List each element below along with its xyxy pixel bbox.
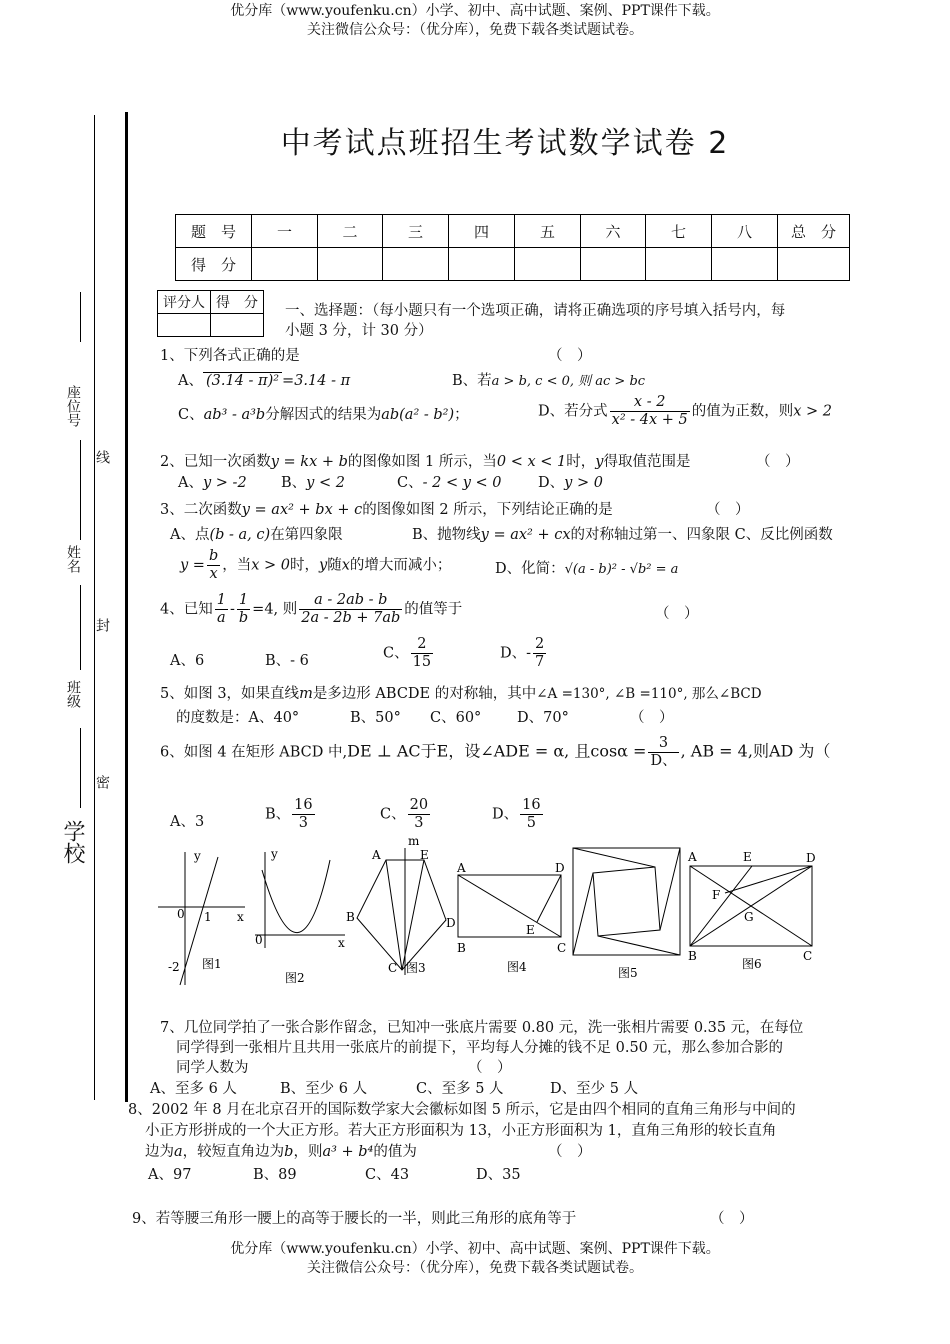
fig6-label-b: B bbox=[688, 949, 697, 963]
q5-option-d: D、70° bbox=[517, 710, 569, 726]
fig3-caption: 图3 bbox=[406, 961, 426, 975]
q4-fraction-1: $\frac{1}{a}$ bbox=[216, 592, 226, 626]
fig1-label-o: 0 bbox=[177, 907, 185, 921]
fig1-label-x: x bbox=[237, 910, 244, 924]
fig5-inner-square bbox=[593, 867, 660, 936]
fig4-label-a: A bbox=[457, 861, 466, 875]
fig2-label-o: 0 bbox=[255, 933, 263, 947]
q6-d-fraction: $\frac{16}{5}$ bbox=[522, 797, 541, 831]
q7-answer-paren[interactable]: （ ） bbox=[468, 1060, 512, 1076]
fig3-label-d: D bbox=[446, 916, 456, 930]
q5-option-c: C、60° bbox=[430, 710, 482, 726]
figure-4 bbox=[456, 861, 566, 974]
figure-2 bbox=[255, 847, 345, 985]
score-header-cell: 二 bbox=[318, 215, 383, 248]
secret-label: 密 bbox=[94, 775, 110, 789]
q3-answer-paren[interactable]: （ ） bbox=[706, 502, 750, 518]
footer-line-2: 关注微信公众号：（优分库），免费下载各类试题试卷。 bbox=[307, 1260, 643, 1276]
fig4-label-b: B bbox=[457, 941, 466, 955]
q4-option-b: B、- 6 bbox=[265, 653, 309, 669]
q4-fraction-3: $\frac{a - 2ab - b}{2a - 2b + 7ab}$ bbox=[301, 592, 401, 626]
q3-stem: 3、二次函数y = ax² + bx + c的图像如图 2 所示，下列结论正确的是 bbox=[160, 502, 613, 518]
score-header-cell: 三 bbox=[383, 215, 449, 248]
q3-option-c: y = $\frac{b}{x}$ ，当x > 0时，y随x的增大而减小； bbox=[180, 548, 452, 582]
q7-option-d: D、至少 5 人 bbox=[550, 1081, 639, 1097]
fig1-label-m2: -2 bbox=[168, 960, 180, 974]
fig6-label-e: E bbox=[743, 850, 752, 864]
figure-1 bbox=[158, 849, 245, 985]
fig3-label-b: B bbox=[346, 910, 355, 924]
q1-option-c: C、ab³ - a³b分解因式的结果为ab(a² - b²)； bbox=[178, 407, 469, 423]
fig6-label-f: F bbox=[712, 888, 721, 902]
q1-d-fraction: $\frac{x - 2}{\text{x² - 4x + 5}}$ bbox=[611, 394, 688, 428]
fig2-parabola bbox=[262, 860, 330, 933]
fig5-leg-4 bbox=[573, 873, 593, 955]
q6-option-a: A、3 bbox=[170, 814, 205, 830]
q8-line-1: 8、2002 年 8 月在北京召开的国际数学家大会徽标如图 5 所示，它是由四个相同的直角三角形与中间的 bbox=[128, 1102, 796, 1118]
q7-option-b: B、至少 6 人 bbox=[280, 1081, 368, 1097]
fig2-caption: 图2 bbox=[285, 971, 305, 985]
q2-answer-paren[interactable]: （ ） bbox=[756, 454, 800, 470]
score-header-cell: 四 bbox=[449, 215, 515, 248]
fig1-label-1: 1 bbox=[204, 910, 212, 924]
section-1-instructions-2: 小题 3 分，计 30 分） bbox=[285, 323, 433, 339]
q2-option-d: D、y > 0 bbox=[538, 475, 603, 491]
grader-score-label: 得 分 bbox=[211, 291, 264, 314]
fig6-label-g: G bbox=[744, 910, 754, 924]
fig2-label-y: y bbox=[271, 847, 278, 861]
school-label: 学校 bbox=[60, 820, 85, 864]
fig6-label-d: D bbox=[806, 851, 816, 865]
q5-options: 的度数是：A、40° bbox=[176, 710, 300, 726]
class-label: 班级 bbox=[65, 680, 81, 708]
score-header-cell: 题 号 bbox=[176, 215, 252, 248]
seal-label: 封 bbox=[94, 618, 110, 632]
fig3-label-c: C bbox=[388, 961, 398, 975]
q4-option-c: C、 $\frac{2}{15}$ bbox=[383, 636, 432, 670]
q5-stem: 5、如图 3，如果直线m是多边形 ABCDE 的对称轴，其中∠A =130°, ∠B =110°, 那么∠BCD bbox=[160, 686, 762, 702]
q4-c-fraction: $\frac{2}{15}$ bbox=[412, 636, 432, 670]
q4-option-d: D、- $\frac{2}{7}$ bbox=[500, 636, 545, 670]
q8-option-a: A、97 bbox=[148, 1167, 192, 1183]
q4-fraction-2: $\frac{1}{b}$ bbox=[238, 592, 249, 626]
q4-option-a: A、6 bbox=[170, 653, 205, 669]
fig4-caption: 图4 bbox=[507, 960, 527, 974]
q6-cos-fraction: $\frac{3}{D、}$ bbox=[650, 735, 677, 769]
fig6-caption: 图6 bbox=[742, 957, 762, 971]
q8-line-3: 边为a，较短直角边为b，则a³ + b⁴的值为 bbox=[145, 1144, 417, 1160]
fig4-label-d: D bbox=[555, 861, 565, 875]
score-row-label: 得 分 bbox=[176, 248, 252, 281]
q7-line-1: 7、几位同学拍了一张合影作留念，已知冲一张底片需要 0.80 元，洗一张相片需要 0.35 元，在每位 bbox=[160, 1020, 804, 1036]
fig1-caption: 图1 bbox=[202, 957, 222, 971]
q4-stem: 4、已知 $\frac{1}{a}$ - $\frac{1}{b}$ =4, 则 $\frac{a - 2ab - b}{2a - 2b + 7ab}$ 的值等于 bbox=[160, 592, 463, 626]
score-header-cell: 六 bbox=[581, 215, 646, 248]
score-header-cell: 八 bbox=[712, 215, 778, 248]
q5-answer-paren[interactable]: （ ） bbox=[630, 710, 674, 726]
q3-option-b: B、抛物线y = ax² + cx的对称轴过第一、四象限 C、反比例函数 bbox=[412, 527, 833, 543]
q9-stem: 9、若等腰三角形一腰上的高等于腰长的一半，则此三角形的底角等于 bbox=[132, 1211, 577, 1227]
fig4-label-c: C bbox=[557, 941, 567, 955]
fig5-leg-1 bbox=[573, 848, 655, 867]
q3-c-fraction: $\frac{b}{x}$ bbox=[208, 548, 219, 582]
q1-option-b: B、若a > b, c < 0, 则 ac > bc bbox=[452, 373, 646, 389]
fig5-leg-3 bbox=[598, 936, 680, 955]
q6-c-fraction: $\frac{20}{3}$ bbox=[409, 797, 429, 831]
q2-option-c: C、- 2 < y < 0 bbox=[397, 475, 502, 491]
section-1-instructions: 一、选择题：（每小题只有一个选项正确，请将正确选项的序号填入括号内，每 bbox=[285, 303, 786, 319]
fig2-label-x: x bbox=[338, 936, 345, 950]
header-line-1: 优分库（www.youfenku.cn）小学、初中、高中试题、案例、PPT课件下载。 bbox=[230, 3, 720, 19]
q8-option-c: C、43 bbox=[365, 1167, 410, 1183]
fig3-label-a: A bbox=[372, 848, 381, 862]
q7-line-3: 同学人数为 bbox=[176, 1060, 249, 1076]
score-header-cell: 总 分 bbox=[778, 215, 850, 248]
q6-option-c: C、 $\frac{20}{3}$ bbox=[380, 797, 429, 831]
fig6-fd bbox=[725, 866, 812, 893]
figure-6 bbox=[687, 850, 816, 971]
q7-line-2: 同学得到一张相片且共用一张底片的前提下，平均每人分摊的钱不足 0.50 元，那么参加合影的 bbox=[176, 1040, 783, 1056]
q9-answer-paren[interactable]: （ ） bbox=[710, 1211, 754, 1227]
fig6-label-c: C bbox=[803, 949, 813, 963]
header-line-2: 关注微信公众号：（优分库），免费下载各类试题试卷。 bbox=[307, 22, 643, 38]
q6-b-fraction: $\frac{16}{3}$ bbox=[294, 797, 313, 831]
q1-option-a: A、 (3.14 - π)² =3.14 - π bbox=[178, 373, 351, 389]
fig3-diag-1 bbox=[386, 860, 402, 970]
q7-option-a: A、至多 6 人 bbox=[150, 1081, 237, 1097]
q2-option-b: B、y < 2 bbox=[281, 475, 345, 491]
q1-answer-paren[interactable]: （ ） bbox=[548, 348, 592, 364]
q8-option-d: D、35 bbox=[476, 1167, 521, 1183]
fig5-outer-square bbox=[573, 848, 680, 955]
q3-option-a: A、点(b - a, c)在第四象限 bbox=[170, 527, 343, 543]
q2-stem: 2、已知一次函数y = kx + b的图像如图 1 所示，当0 < x < 1时，y得取值范围是 bbox=[160, 454, 691, 470]
q6-option-b: B、 $\frac{16}{3}$ bbox=[265, 797, 313, 831]
footer-line-1: 优分库（www.youfenku.cn）小学、初中、高中试题、案例、PPT课件下载。 bbox=[230, 1241, 720, 1257]
figure-5 bbox=[573, 848, 680, 980]
grader-label: 评分人 bbox=[158, 291, 211, 314]
q1-option-d: D、若分式 $\frac{x - 2}{\text{x² - 4x + 5}}$ 的值为正数，则x > 2 bbox=[538, 394, 833, 428]
score-header-cell: 一 bbox=[252, 215, 318, 248]
seat-number-label: 座位号 bbox=[65, 385, 81, 427]
fig4-de bbox=[537, 875, 561, 922]
fig5-caption: 图5 bbox=[618, 966, 638, 980]
page-title: 中考试点班招生考试数学试卷 2 bbox=[280, 126, 730, 161]
fig4-label-e: E bbox=[526, 923, 535, 937]
q6-option-d: D、 $\frac{16}{5}$ bbox=[492, 797, 541, 831]
q5-option-b: B、50° bbox=[350, 710, 401, 726]
fig3-label-m: m bbox=[408, 834, 420, 848]
fig3-label-e: E bbox=[420, 848, 429, 862]
q2-option-a: A、y > -2 bbox=[178, 475, 247, 491]
score-header-cell: 七 bbox=[646, 215, 712, 248]
figure-3 bbox=[346, 834, 456, 975]
q4-answer-paren[interactable]: （ ） bbox=[655, 606, 699, 622]
score-header-cell: 五 bbox=[515, 215, 581, 248]
name-label: 姓名 bbox=[65, 545, 81, 573]
fig6-label-a: A bbox=[688, 850, 697, 864]
q6-stem: 6、如图 4 在矩形 ABCD 中,DE ⊥ AC于E，设∠ADE = α, 且cosα = $\frac{3}{D、}$ , AB = 4,则AD 为（ bbox=[160, 735, 831, 769]
q1-stem: 1、下列各式正确的是 bbox=[160, 348, 300, 364]
q4-d-fraction: $\frac{2}{7}$ bbox=[535, 636, 545, 670]
fig3-polygon bbox=[357, 860, 446, 970]
q7-option-c: C、至多 5 人 bbox=[416, 1081, 504, 1097]
fig6-be bbox=[690, 866, 752, 946]
q8-line-2: 小正方形拼成的一个大正方形。若大正方形面积为 13，小正方形面积为 1，直角三角形的较长直角 bbox=[145, 1123, 777, 1139]
q3-option-d: D、化简：√(a - b)² - √b² = a bbox=[495, 561, 679, 577]
fig1-label-y: y bbox=[194, 849, 201, 863]
fig5-leg-2 bbox=[660, 848, 680, 930]
q8-option-b: B、89 bbox=[253, 1167, 297, 1183]
q8-answer-paren[interactable]: （ ） bbox=[548, 1144, 592, 1160]
tear-line-label: 线 bbox=[94, 450, 110, 464]
